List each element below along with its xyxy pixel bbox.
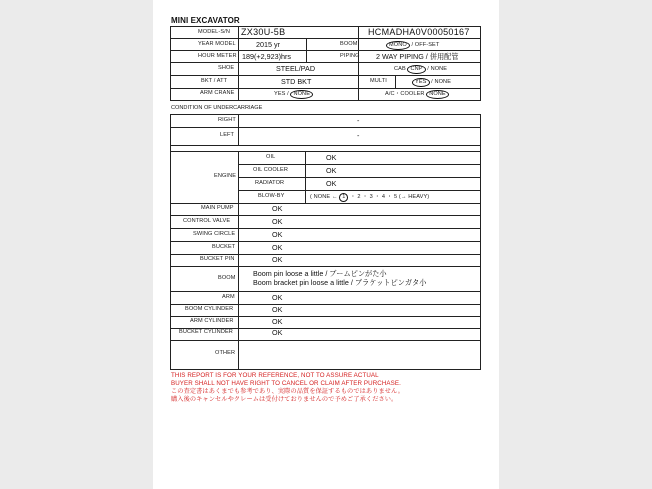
engine-oil-value: OK <box>326 153 337 162</box>
bucket-pin-value: OK <box>272 255 283 264</box>
engine-oil-cooler-label: OIL COOLER <box>253 167 288 173</box>
boom-cylinder-value: OK <box>272 305 283 314</box>
boom-cylinder-label: BOOM CYLINDER <box>185 306 234 312</box>
arm-cylinder-value: OK <box>272 317 283 326</box>
ac-cooler-options <box>385 90 449 99</box>
cab-none-option: NONE <box>430 66 448 72</box>
model-sn-label: MODEL-S/N <box>198 29 230 35</box>
cab-cnp-selected: CNP <box>407 65 425 74</box>
control-valve-value: OK <box>272 217 283 226</box>
serial-number: HCMADHA0V00050167 <box>368 27 470 37</box>
control-valve-label: CONTROL VALVE <box>183 218 231 224</box>
bkt-att-label: BKT / ATT <box>201 78 228 84</box>
cab-options: CAB CNP / NONE <box>394 66 448 72</box>
shoe-label: SHOE <box>218 65 235 71</box>
multi-none-option: NONE <box>434 79 452 85</box>
boom-label: BOOM <box>218 275 236 281</box>
arm-cylinder-label: ARM CYLINDER <box>190 318 234 324</box>
ac-cooler-label: A/C・COOLER <box>385 91 425 97</box>
boom-note-line2: Boom bracket pin loose a little / ブラケットピンガタ小 <box>253 278 427 287</box>
boom-offset-option: OFF-SET <box>414 42 440 48</box>
undercarriage-title: CONDITION OF UNDERCARRIAGE <box>171 105 263 111</box>
ac-none-selected: NONE <box>426 90 449 99</box>
boom-note-line1: Boom pin loose a little / ブームピンがた小 <box>253 269 387 278</box>
boom-type-options: MONO / OFF-SET <box>386 41 439 50</box>
undercarriage-right-label: RIGHT <box>218 117 236 123</box>
bucket-pin-label: BUCKET PIN <box>200 256 235 262</box>
arm-value: OK <box>272 293 283 302</box>
disclaimer-line4: 購入後のキャンセルやクレームは受付けておりませんので予めご了承ください。 <box>171 396 398 403</box>
cab-label: CAB <box>394 66 406 72</box>
undercarriage-table <box>170 114 481 152</box>
blowby-scale: ( NONE ← 1 ・ 2 ・ 3 ・ 4 ・ 5 (→ HEAVY) <box>310 194 430 200</box>
bucket-label: BUCKET <box>212 244 236 250</box>
hour-meter-label: HOUR METER <box>198 53 237 59</box>
engine-oil-cooler-value: OK <box>326 166 337 175</box>
engine-blowby-label: BLOW-BY <box>258 193 285 199</box>
engine-radiator-label: RADIATOR <box>255 180 285 186</box>
bucket-cylinder-value: OK <box>272 328 283 337</box>
main-pump-value: OK <box>272 204 283 213</box>
disclaimer-line3: この査定書はあくまでも参考であり、実際の品質を保証するものではありません。 <box>171 388 405 395</box>
main-pump-label: MAIN PUMP <box>201 205 234 211</box>
boom-type-label: BOOM <box>340 41 358 47</box>
document-title: MINI EXCAVATOR <box>171 16 240 25</box>
disclaimer-line1: THIS REPORT IS FOR YOUR REFERENCE, NOT TO ASSURE ACTUAL <box>171 372 379 379</box>
other-label: OTHER <box>215 350 236 356</box>
arm-crane-yes-option: YES <box>274 91 286 97</box>
multi-label: MULTI <box>370 78 387 84</box>
arm-label: ARM <box>222 294 235 300</box>
bkt-att-value: STD BKT <box>281 77 312 86</box>
undercarriage-right-value: - <box>357 116 360 125</box>
engine-label: ENGINE <box>214 173 237 179</box>
year-model-label: YEAR MODEL <box>198 41 236 47</box>
undercarriage-left-label: LEFT <box>220 132 235 138</box>
piping-label: PIPING <box>340 53 360 59</box>
shoe-value: STEEL/PAD <box>276 64 316 73</box>
swing-circle-label: SWING CIRCLE <box>193 231 236 237</box>
engine-radiator-value: OK <box>326 179 337 188</box>
engine-oil-label: OIL <box>266 154 276 160</box>
boom-mono-selected: MONO <box>386 41 410 50</box>
hour-meter-value: 189(+2,923)hrs <box>242 52 291 61</box>
arm-crane-label: ARM CRANE <box>200 90 235 96</box>
blowby-level-selected: 1 <box>339 193 348 202</box>
model-value: ZX30U-5B <box>241 27 286 37</box>
undercarriage-left-value: - <box>357 131 360 140</box>
bucket-value: OK <box>272 243 283 252</box>
piping-value: 2 WAY PIPING / 併用配管 <box>376 52 459 61</box>
disclaimer-line2: BUYER SHALL NOT HAVE RIGHT TO CANCEL OR CLAIM AFTER PURCHASE. <box>171 380 401 387</box>
multi-options: YES / NONE <box>412 78 451 87</box>
swing-circle-value: OK <box>272 230 283 239</box>
multi-yes-selected: YES <box>412 78 430 87</box>
arm-crane-options: YES / NONE <box>274 90 313 99</box>
bucket-cylinder-label: BUCKET CYLINDER <box>179 329 233 335</box>
year-model-value: 2015 yr <box>256 40 280 49</box>
arm-crane-none-selected: NONE <box>290 90 313 99</box>
